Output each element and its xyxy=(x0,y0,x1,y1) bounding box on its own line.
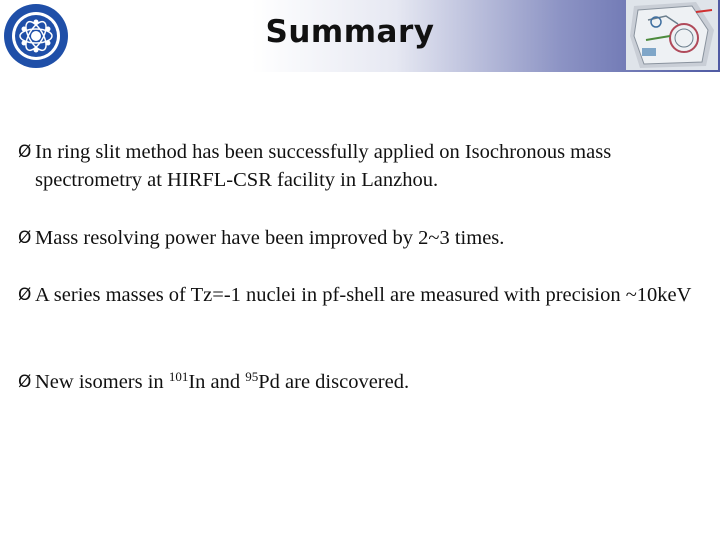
accelerator-diagram-image xyxy=(626,0,718,70)
arrow-bullet-icon: Ø xyxy=(18,285,32,305)
bullet-text: In ring slit method has been successfully applied on Isochronous mass spectrometry at HIRFL-CSR facility in Lanzhou. xyxy=(35,141,612,191)
bullet-text: A series masses of Tz=-1 nuclei in pf-shell are measured with precision ~10keV xyxy=(35,284,692,306)
bullet-text: Mass resolving power have been improved by 2~3 times. xyxy=(35,227,505,249)
slide-title: Summary xyxy=(265,14,435,50)
arrow-bullet-icon: Ø xyxy=(18,228,32,248)
bullet-text-part: New isomers in xyxy=(35,371,169,393)
mass-number-superscript: 101 xyxy=(168,369,189,384)
bullet-text-part: Pd are discovered. xyxy=(258,371,410,393)
mass-number-superscript: 95 xyxy=(245,369,259,384)
arrow-bullet-icon: Ø xyxy=(18,372,32,392)
bullet-text xyxy=(35,368,707,396)
slide-header xyxy=(0,0,720,72)
arrow-bullet-icon: Ø xyxy=(18,142,32,162)
bullet-text-part: In and xyxy=(188,371,246,393)
institute-logo xyxy=(2,2,70,70)
